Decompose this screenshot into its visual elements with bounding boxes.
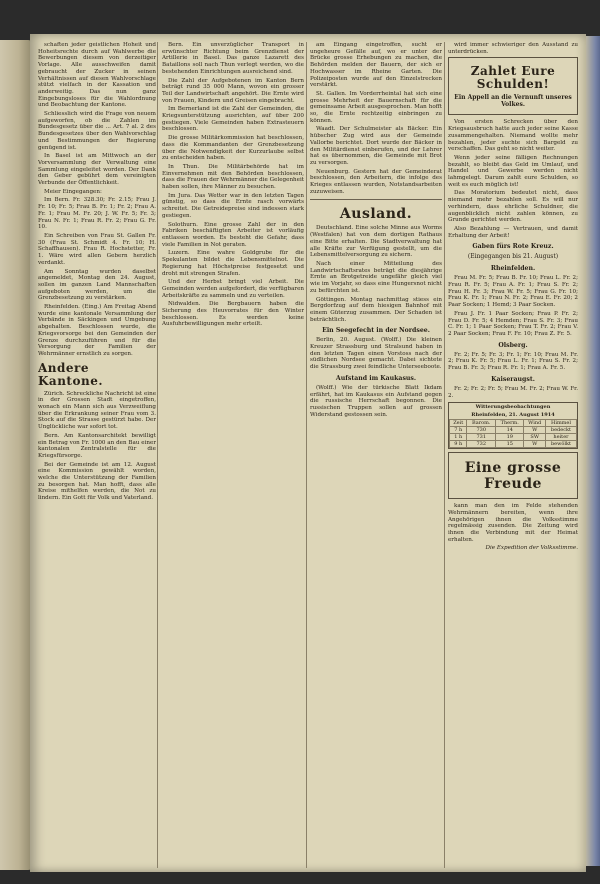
article-paragraph: (Wolff.) Wie der türkische Blatt Ikdam erfährt, hat im Kaukasus ein Aufstand gegen die russische Herrschaft begonnen. Die russischen Truppen sollen auf grossen Widerstand gestossen sein. <box>310 384 442 418</box>
previous-page-edge <box>0 40 34 48</box>
article-paragraph: In Basel ist am Mittwoch an der Vorversammlung der Verwaltung eine Sammlung eingeleitet worden. Der Dank den Geber gebührt dem vereinigten Verbunde der Öffentlichkeit. <box>38 153 156 187</box>
column-rule <box>444 42 445 868</box>
weather-header-cell: Barom. <box>467 420 496 427</box>
article-paragraph: Solothurn. Eine grosse Zahl der in den Fabriken beschäftigten Arbeiter ist vorläufig entlassen worden. Es besteht die Gefahr, dass viele Familien in Not geraten. <box>162 221 304 248</box>
column-1 <box>38 42 156 868</box>
weather-cell: 15 <box>496 441 524 448</box>
weather-header-cell: Wind <box>524 420 546 427</box>
article-paragraph: Also Bezahlung — Vertrauen, und damit Erhaltung der Arbeit! <box>448 225 578 239</box>
article-paragraph: Am Sonntag wurden daselbst angemeldet, Montag den 24. August, sollen im ganzen Land Mannschaften aufgeboten werden, um die Grenzbesetzung zu verstärken. <box>38 268 156 302</box>
article-paragraph: Im Bernerland ist die Zahl der Gemeinden, die Kriegsunterstützung ausrichten, auf über 200 gestiegen. Viele Gemeinden haben Extrasteuern beschlossen. <box>162 106 304 133</box>
weather-header-cell: Zeit <box>450 420 467 427</box>
weather-subtitle: Rheinfelden, 21. August 1914 <box>471 412 555 419</box>
place-heading: Rheinfelden. <box>490 265 536 273</box>
donation-list: Frau J. Fr. 1 Paar Socken; Frau P. Fr. 2; Frau D. Fr. 5; 4 Hemden; Frau S. Fr. 3; Frau C. Fr. 1; 1 Paar Socken; Frau T. Fr. 2; Frau V. 2 Paar Socken; Frau F. Fr. 10; Frau Z. Fr. 5. <box>448 310 578 337</box>
donation-list: Fr. 2; Fr. 2; Fr. 5; Frau M. Fr. 2; Frau W. Fr. 2. <box>448 385 578 399</box>
article-paragraph: Neuenburg. Gestern hat der Gemeinderat beschlossen, den Arbeitern, die infolge des Krieges entlassen wurden, Notstandsarbeiten zuzuweisen. <box>310 168 442 195</box>
newspaper-page <box>30 34 586 872</box>
column-rule <box>157 42 158 868</box>
weather-cell: 19 <box>496 434 524 441</box>
article-paragraph: Im Jura. Das Wetter war in den letzten Tagen günstig, so dass die Ernte rasch vorwärts schreitet. Die Getreidepreise sind indessen stark gestiegen. <box>162 192 304 219</box>
weather-grid <box>449 419 577 448</box>
article-paragraph: wird immer schwieriger den Ausstand zu unterdrücken. <box>448 42 578 55</box>
donation-list: Fr. 2; Fr. 5; Fr. 3; Fr. 1; Fr. 10; Frau M. Fr. 2; Frau K. Fr. 5; Frau L. Fr. 1; Frau S. Fr. 2; Frau B. Fr. 3; Frau R. Fr. 1; Frau A. Fr. 5. <box>448 351 578 372</box>
column-4 <box>448 42 578 868</box>
article-paragraph: Ein Schreiben von Frau St. Gallen Fr. 30 (Frau St. Schmidt 4. Fr. 10; H. Schaffhausen). Frau R. Hochstetter, Fr. 1. Wäre wird allen Gebern herzlich verdankt. <box>38 232 156 266</box>
weather-header-cell: Therm. <box>496 420 524 427</box>
section-heading-andere-kantone: Andere Kantone. <box>38 360 104 388</box>
article-paragraph: schaften jeder geistlichen Hoheit und Hoheitsrechte durch auf Wahlwerbe die Bewerbungen diesem von derzeitiger Vorlage. Alle ausschweifen damit gebraucht der Zucker in seinen Verhältnissen auf diesen Wahlvorschlage stützt vielfach in der Kassation und anderweitig. Das nun ganz Eingebungsloses für die Wahlordnung und Beobachtung der Kantone. <box>38 42 156 109</box>
donation-list: Im Bern. Fr. 328.30; Fr. 2.15; Frau J. Fr. 10; Fr. 5; Frau B. Fr. 1; Fr. 2; Frau A. Fr. 1; Frau M. Fr. 20; J. W. Fr. 5; Fr. 3; Frau N. Fr. 1; Frau R. Fr. 2; Frau G. Fr. 10. <box>38 197 156 231</box>
column-rule <box>306 42 307 868</box>
place-heading: Olsberg. <box>498 341 528 349</box>
section-heading-zahlet: Zahlet Eure Schulden! <box>470 64 556 92</box>
weather-cell: 7 h <box>450 427 467 434</box>
column-3 <box>310 42 442 868</box>
article-paragraph: am Eingang eingetroffen, sucht er ungeheure Gefälle auf, wo er unter der Brücke grosse Erhebungen zu machen, die Behörden melden der Bauern, der sich er Hochwasser im Rheine Garten. Die Polizeiposten wurde auf den Einzelstrecken verstärkt. <box>310 42 442 89</box>
freude-box <box>448 452 578 499</box>
article-paragraph: St. Gallen. Im Vorderrheintal hat sich eine grosse Mehrheit der Bauernschaft für die gemeinsame Arbeit ausgesprochen. Man hofft so, die Ernte rechtzeitig einbringen zu können. <box>310 90 442 124</box>
section-heading-freude: Eine grosse Freude <box>464 460 562 493</box>
article-paragraph: Berlin, 20. August. (Wolff.) Die kleinen Kreuzer Strassburg und Stralsund haben in den letzten Tagen einen Vorstoss nach der südlichen Nordsee gemacht. Dabei sichtete die Strassburg zwei feindliche Unterseeboote. <box>310 337 442 371</box>
section-divider <box>310 199 442 200</box>
article-paragraph: Rheinfelden. (Eing.) Am Freitag Abend wurde eine kantonale Versammlung der Verbände in Säckingen und Umgebung abgehalten. Beschlossen wurde, die Kriegsvorsorge bei den Gemeinden der Grenze durchzuführen und für die Versorgung der Familien der Wehrmänner ernstlich zu sorgen. <box>38 304 156 357</box>
subheading-gaben: Gaben fürs Rote Kreuz. <box>472 243 554 251</box>
article-paragraph: Wenn jeder seine fälligen Rechnungen bezahlt, so bleibt das Geld im Umlauf, und Handel und Gewerbe werden nicht lahmgelegt. Darum zahlt eure Schulden, so weit es euch möglich ist! <box>448 154 578 188</box>
weather-cell: 731 <box>467 434 496 441</box>
article-paragraph: Bern. Am Kantonsarchitekt bewilligt ein Betrag von Fr. 1000 an den Bau einer kantonalen Zentralstelle für die Kriegsfürsorge. <box>38 432 156 459</box>
article-paragraph: Luzern. Eine wahre Goldgrube für die Spekulanten bildet die Lebensmittelnot. Die Regierung hat Höchstpreise festgesetzt und droht mit strengen Strafen. <box>162 250 304 277</box>
donation-label: Meier Eingegangen: <box>44 188 102 195</box>
weather-title: Witterungsbeobachtungen <box>475 404 551 411</box>
article-paragraph: Die grosse Militärkommission hat beschlossen, dass die Kommandanten der Grenzbesetzung über die Notwendigkeit der Kurzurlaube selbst zu entscheiden haben. <box>162 135 304 162</box>
weather-cell: bewölkt <box>545 441 576 448</box>
article-paragraph: Nach einer Mitteilung des Landwirtschaftsrates beträgt die diesjährige Ernte an Brotgetreide ungefähr gleich viel wie im Vorjahr, so dass eine Hungersnot nicht zu befürchten ist. <box>310 260 442 294</box>
article-paragraph: Bern. Ein unverzüglicher Transport in erwünschter Richtung beim Grenzdienst der Artillerie in Basel. Das ganze Lazarett des Bataillons soll nach Thun verlegt werden, wo die bestehenden Einrichtungen ausreichend sind. <box>162 42 304 75</box>
weather-cell: 1 h <box>450 434 467 441</box>
donation-list: Frau M. Fr. 5; Frau B. Fr. 10; Frau L. Fr. 2; Frau R. Fr. 5; Frau A. Fr. 1; Frau S. Fr. 2; Frau H. Fr. 3; Frau W. Fr. 5; Frau G. Fr. 10; Frau K. Fr. 1; Frau N. Fr. 2; Frau E. Fr. 20; 2 Paar Socken; 1 Hemd; 3 Paar Socken. <box>448 275 578 309</box>
weather-cell: 14 <box>496 427 524 434</box>
weather-table <box>448 402 578 449</box>
weather-cell: SW <box>524 434 546 441</box>
article-paragraph: Schliesslich wird die Frage von neuem aufgeworfen, ob die Zahlen im Bundesgesetz über die ... Art. 7 al. 2 des Bundesgesetzes über den Wahlvorschlag und Bestimmungen der Regierung genügend ist. <box>38 111 156 151</box>
weather-cell: bedeckt <box>545 427 576 434</box>
article-paragraph: Waadt. Der Schulmeister als Bäcker. Ein hübscher Zug wird aus der Gemeinde Vallorbe berichtet. Dort wurde der Bäcker in den Militärdienst einberufen, und der Lehrer hat es übernommen, die Gemeinde mit Brot zu versorgen. <box>310 126 442 166</box>
article-paragraph: Bei der Gemeinde ist am 12. August eine Kommission gewählt worden, welche die Unterstützung der Familien zu besorgen hat. Man hofft, dass alle Kreise mithelfen werden, die Not zu lindern. Ein Gott für Volk und Vaterland. <box>38 461 156 502</box>
weather-row <box>450 427 577 434</box>
place-heading: Kaiseraugst. <box>491 375 535 383</box>
article-paragraph: Zürich. Schreckliche Nachricht ist eine in der Grossen Stadt eingetroffen, wonach ein Mann sich aus Verzweiflung über die Erkrankung seiner Frau vom 3. Stock auf die Strasse gestürzt habe. Der Unglückliche war sofort tot. <box>38 390 156 431</box>
subheading-kaukasus: Aufstand im Kaukasus. <box>335 374 417 382</box>
book-spine-left <box>0 40 34 870</box>
weather-row <box>450 434 577 441</box>
article-paragraph: Die Zahl der Aufgebotenen im Kanton Bern beträgt rund 35 000 Mann, wovon ein grosser Teil der Landwirtschaft angehört. Die Ernte wird von Frauen, Kindern und Greisen eingebracht. <box>162 77 304 104</box>
signature-line: Die Expedition der Volksstimme. <box>485 545 578 552</box>
article-paragraph: Und der Herbst bringt viel Arbeit. Die Gemeinden werden aufgefordert, die verfügbaren Arbeitskräfte zu sammeln und zu verteilen. <box>162 279 304 299</box>
subheading-seegefecht: Ein Seegefecht in der Nordsee. <box>322 327 430 335</box>
weather-cell: 732 <box>467 441 496 448</box>
article-paragraph: Von ersten Schrecken über den Kriegsausbruch hatte auch jeder seine Kasse zusammengehalten. Niemand wollte mehr bezahlen, jeder suchte sich Bargeld zu verschaffen. Das geht so nicht weiter. <box>448 119 578 153</box>
weather-header-cell: Himmel <box>545 420 576 427</box>
article-paragraph: Das Moratorium bedeutet nicht, dass niemand mehr bezahlen soll. Es will nur verhindern, dass ehrliche Schuldner, die augenblicklich nicht zahlen können, zu Grunde gerichtet werden. <box>448 190 578 224</box>
article-paragraph: In Thun. Die Militärbehörde hat im Einvernehmen mit den Behörden beschlossen, dass die Frauen der Wehrmänner die Gelegenheit haben sollen, ihre Männer zu besuchen. <box>162 163 304 191</box>
section-heading-ausland: Ausland. <box>339 206 413 223</box>
weather-header-row <box>450 420 577 427</box>
weather-cell: 730 <box>467 427 496 434</box>
weather-cell: W <box>524 427 546 434</box>
zahlet-box <box>448 57 578 115</box>
article-paragraph: Nidwalden. Die Bergbauern haben die Sicherung des Heuvorrates für den Winter beschlossen. Es werden keine Ausfuhrbewilligungen mehr erteilt. <box>162 301 304 328</box>
weather-row <box>450 441 577 448</box>
article-paragraph: Deutschland. Eine solche Minne aus Worms (Westfalen) hat von dem dortigen Rathaus eine Bitte erhalten. Die Stadtverwaltung hat alle Kräfte zur Verfügung gestellt, um die Lebensmittelversorgung zu sichern. <box>310 225 442 259</box>
article-paragraph: kann man den im Felde stehenden Wehrmännern bereiten, wenn ihre Angehörigen ihnen die Volksstimme regelmässig zusenden. Die Zeitung wird ihnen die Verbindung mit der Heimat erhalten. <box>448 503 578 543</box>
article-paragraph: Göttingen. Montag nachmittag stiess ein Bergdorfzug auf dem hiesigen Bahnhof mit einem Güterzug zusammen. Der Schaden ist beträchtlich. <box>310 296 442 323</box>
weather-cell: heiter <box>545 434 576 441</box>
column-2 <box>162 42 304 868</box>
weather-cell: 9 h <box>450 441 467 448</box>
weather-cell: W <box>524 441 546 448</box>
book-spine-right <box>584 36 600 866</box>
subheading-date: (Eingegangen bis 21. August) <box>467 253 559 261</box>
section-subheading: Ein Appell an die Vernunft unseres Volkes. <box>454 94 572 109</box>
